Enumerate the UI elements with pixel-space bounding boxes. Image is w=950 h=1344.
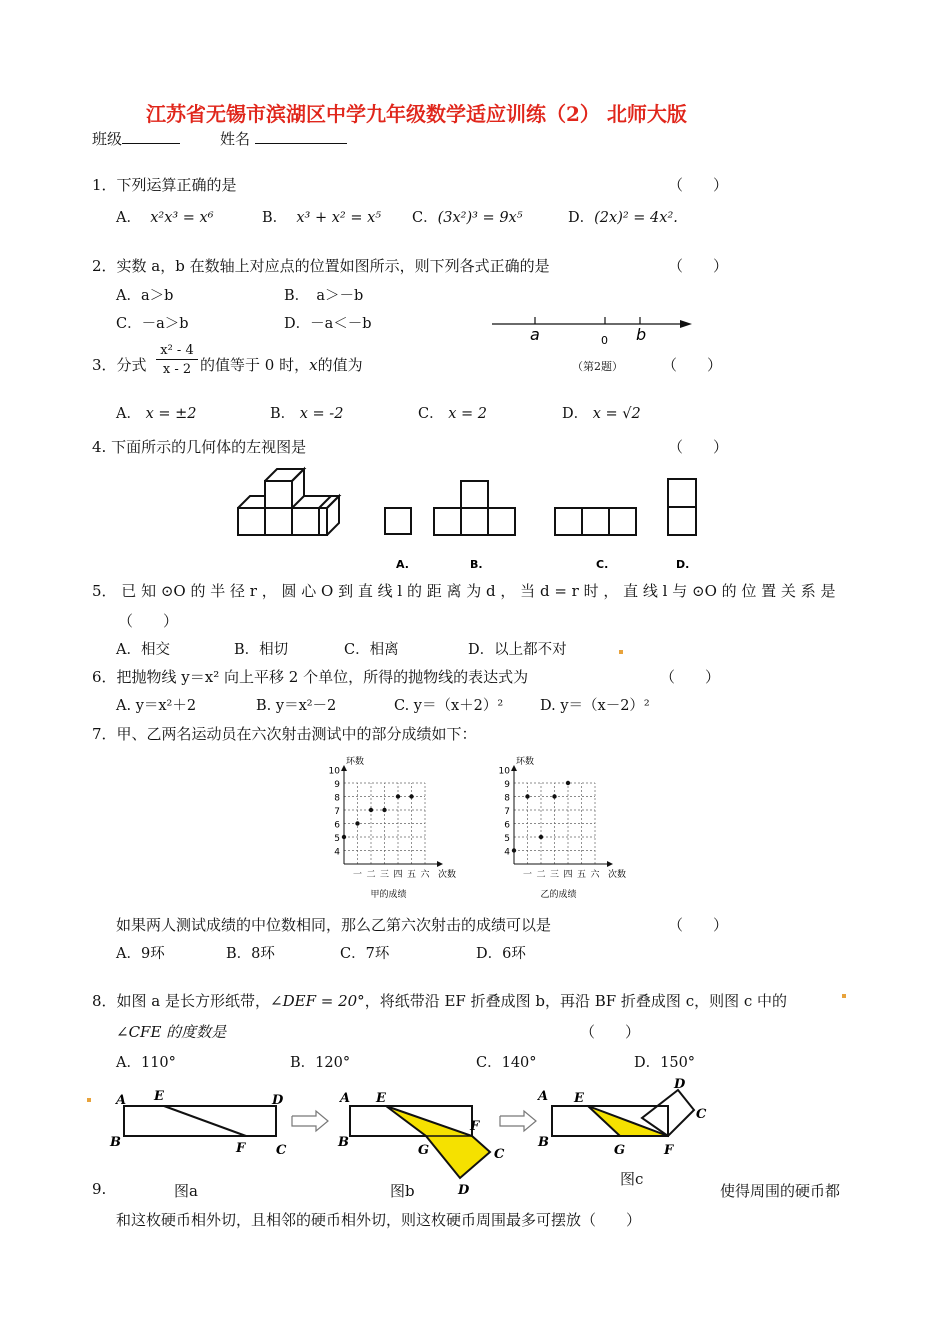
chart-jia xyxy=(320,754,470,904)
q8-option-c[interactable]: C．140° xyxy=(476,1055,537,1071)
stray-mark-2 xyxy=(842,994,846,998)
data-point xyxy=(409,794,413,798)
q3-stem-post: 的值等于 0 时，x的值为 xyxy=(200,356,363,374)
q7-option-c[interactable]: C．7环 xyxy=(340,946,390,962)
stray-mark xyxy=(619,650,623,654)
svg-text:G: G xyxy=(614,1143,626,1158)
data-point xyxy=(525,794,529,798)
q2-stem: 2．实数 a，b 在数轴上对应点的位置如图所示，则下列各式正确的是 xyxy=(92,257,550,275)
x-tick-label: 一 xyxy=(352,870,363,880)
data-point xyxy=(552,794,556,798)
chart-caption: 乙的成绩 xyxy=(540,890,577,900)
svg-text:E: E xyxy=(574,1091,584,1106)
y-tick-label: 5 xyxy=(334,834,340,844)
q2-option-c[interactable]: C．－a＞b xyxy=(116,316,189,332)
q8-stem: 8．如图 a 是长方形纸带，∠DEF = 20°，将纸带沿 EF 折叠成图 b，再沿 BF 折叠成图 c，则图 c 中的 xyxy=(92,992,788,1010)
chart-yi xyxy=(490,754,640,904)
q8-option-d[interactable]: D．150° xyxy=(634,1055,696,1071)
figure-b xyxy=(337,1091,505,1198)
svg-text:A: A xyxy=(116,1093,127,1108)
x-tick-label: 六 xyxy=(590,870,600,880)
figure-a-caption: 图a xyxy=(174,1182,198,1200)
q1-option-b[interactable]: B． x³ + x² = x⁵ xyxy=(262,210,382,226)
y-tick-label: 8 xyxy=(334,793,340,804)
q1-option-a[interactable]: A． x²x³ = x⁶ xyxy=(116,210,214,226)
data-point xyxy=(539,835,543,839)
q6-option-c[interactable]: C. y＝（x＋2）² xyxy=(394,698,504,714)
option-c-view xyxy=(555,508,636,535)
q7-option-d[interactable]: D．6环 xyxy=(476,946,526,962)
q3-stem-pre: 3．分式 xyxy=(92,356,147,374)
number-line xyxy=(486,312,696,352)
q6-option-a[interactable]: A. y＝x²＋2 xyxy=(116,698,197,714)
q8-answer-paren[interactable]: （ ） xyxy=(580,1023,641,1041)
q7-answer-paren[interactable]: （ ） xyxy=(668,916,729,934)
q3-option-c[interactable]: C． x = 2 xyxy=(418,406,487,422)
q5-option-a[interactable]: A．相交 xyxy=(116,642,170,658)
arrow-2 xyxy=(500,1111,536,1131)
svg-text:C: C xyxy=(696,1107,707,1122)
svg-text:B: B xyxy=(538,1135,549,1150)
q6-answer-paren[interactable]: （ ） xyxy=(660,668,721,686)
q3-fraction xyxy=(156,343,198,377)
q9-stem-tail: 使得周围的硬币都 xyxy=(720,1182,841,1200)
q1-option-c[interactable]: C．(3x²)³ = 9x⁵ xyxy=(412,210,523,226)
option-label-b: B. xyxy=(470,558,483,571)
q5-answer-paren[interactable]: （ ） xyxy=(118,612,179,630)
name-blank[interactable] xyxy=(255,129,347,144)
q2-figure-caption: （第2题） xyxy=(572,360,623,373)
q3-denominator: x - 2 xyxy=(162,362,192,377)
y-tick-label: 8 xyxy=(504,793,510,804)
q7-option-b[interactable]: B．8环 xyxy=(226,946,275,962)
svg-text:D: D xyxy=(458,1183,470,1198)
x-tick-label: 三 xyxy=(379,870,390,880)
data-point xyxy=(369,808,373,812)
option-label-c: C. xyxy=(596,558,609,571)
x-tick-label: 五 xyxy=(576,870,587,880)
q6-option-d[interactable]: D. y＝（x－2）² xyxy=(540,698,650,714)
y-tick-label: 6 xyxy=(504,820,510,831)
q3-option-a[interactable]: A． x = ±2 xyxy=(116,406,197,422)
svg-text:A: A xyxy=(340,1091,351,1106)
q3-numerator: x² - 4 xyxy=(156,343,198,360)
data-point xyxy=(566,781,570,785)
figure-b-caption: 图b xyxy=(390,1182,415,1200)
q1-stem: 1．下列运算正确的是 xyxy=(92,176,237,194)
x-tick-label: 二 xyxy=(366,870,376,880)
y-tick-label: 10 xyxy=(498,766,510,777)
name-field xyxy=(220,128,347,149)
y-tick-label: 9 xyxy=(334,780,340,790)
x-tick-label: 四 xyxy=(393,870,403,880)
q4-figures xyxy=(230,462,730,574)
svg-text:D: D xyxy=(674,1077,686,1092)
q2-answer-paren[interactable]: （ ） xyxy=(668,257,729,275)
option-b-view xyxy=(434,481,515,535)
svg-text:A: A xyxy=(538,1089,549,1104)
y-tick-label: 6 xyxy=(334,820,340,831)
q5-option-d[interactable]: D．以上都不对 xyxy=(468,642,567,658)
svg-text:E: E xyxy=(376,1091,386,1106)
q5-option-b[interactable]: B．相切 xyxy=(234,642,289,658)
x-axis-arrow xyxy=(607,861,613,867)
name-label: 姓名 xyxy=(220,130,251,148)
data-point xyxy=(382,808,386,812)
q4-stem: 4. 下面所示的几何体的左视图是 xyxy=(92,438,307,456)
data-point xyxy=(355,821,359,825)
q8-option-a[interactable]: A．110° xyxy=(116,1055,176,1071)
q5-stem: 5． 已 知 ⊙O 的 半 径 r ， 圆 心 O 到 直 线 l 的 距 离 为 d ， 当 d = r 时 ， 直 线 l 与 ⊙O 的 位 置 关 系 是 xyxy=(92,582,836,600)
q2-option-a[interactable]: A．a＞b xyxy=(116,288,174,304)
solid-3d-figure xyxy=(238,469,339,535)
class-blank[interactable] xyxy=(122,129,180,144)
x-tick-label: 三 xyxy=(549,870,560,880)
option-a-view xyxy=(385,508,411,534)
q5-option-c[interactable]: C．相离 xyxy=(344,642,399,658)
svg-text:F: F xyxy=(470,1119,480,1134)
svg-text:B: B xyxy=(338,1135,349,1150)
figure-c-caption: 图c xyxy=(620,1170,644,1188)
figure-a xyxy=(109,1089,287,1158)
q3-option-d[interactable]: D． x = √2 xyxy=(562,406,641,422)
y-tick-label: 10 xyxy=(328,766,340,777)
chart-caption: 甲的成绩 xyxy=(370,890,407,900)
q7-option-a[interactable]: A．9环 xyxy=(116,946,165,962)
q1-answer-paren[interactable]: （ ） xyxy=(668,176,729,194)
svg-text:C: C xyxy=(494,1147,505,1162)
stray-mark-3 xyxy=(87,1098,91,1102)
data-point xyxy=(396,794,400,798)
x-tick-label: 二 xyxy=(536,870,546,880)
svg-text:E: E xyxy=(154,1089,164,1104)
q9-line2: 和这枚硬币相外切，且相邻的硬币相外切，则这枚硬币周围最多可摆放（ ） xyxy=(116,1211,642,1229)
q9-number: 9. xyxy=(92,1180,107,1198)
q2-option-b[interactable]: B． a＞－b xyxy=(284,288,364,304)
class-field xyxy=(92,128,180,149)
q6-option-b[interactable]: B. y＝x²－2 xyxy=(256,698,337,714)
y-tick-label: 4 xyxy=(504,847,510,858)
y-axis-label: 环数 xyxy=(346,757,365,767)
x-axis-arrow xyxy=(437,861,443,867)
q8-line2: ∠CFE 的度数是 xyxy=(116,1023,227,1041)
y-tick-label: 9 xyxy=(504,780,510,790)
x-tick-label: 四 xyxy=(563,870,573,880)
figure-c xyxy=(536,1077,707,1158)
arrow-1 xyxy=(292,1111,328,1131)
svg-text:B: B xyxy=(110,1135,121,1150)
y-tick-label: 7 xyxy=(334,807,340,817)
option-label-d: D. xyxy=(676,558,690,571)
axis-label-a: a xyxy=(530,325,540,344)
data-point xyxy=(512,848,516,852)
svg-text:F: F xyxy=(664,1143,674,1158)
q7-question: 如果两人测试成绩的中位数相同，那么乙第六次射击的成绩可以是 xyxy=(116,916,552,934)
y-axis-label: 环数 xyxy=(516,757,535,767)
x-axis-label: 次数 xyxy=(437,870,457,880)
y-tick-label: 5 xyxy=(504,834,510,844)
q2-option-d[interactable]: D．－a＜－b xyxy=(284,316,372,332)
q3-answer-paren[interactable]: （ ） xyxy=(662,356,723,374)
q3-option-b[interactable]: B． x = -2 xyxy=(270,406,344,422)
q8-option-b[interactable]: B．120° xyxy=(290,1055,351,1071)
axis-label-b: b xyxy=(636,325,647,344)
svg-text:D: D xyxy=(272,1093,284,1108)
svg-text:G: G xyxy=(418,1143,430,1158)
page-title: 江苏省无锡市滨湖区中学九年级数学适应训练（2） 北师大版 xyxy=(146,102,687,126)
option-d-view xyxy=(668,479,696,535)
number-line-arrow xyxy=(680,320,692,328)
y-tick-label: 4 xyxy=(334,847,340,858)
y-tick-label: 7 xyxy=(504,807,510,817)
svg-text:C: C xyxy=(276,1143,287,1158)
data-point xyxy=(342,835,346,839)
option-label-a: A. xyxy=(396,558,409,571)
x-axis-label: 次数 xyxy=(607,870,627,880)
q6-stem: 6．把抛物线 y＝x² 向上平移 2 个单位，所得的抛物线的表达式为 xyxy=(92,668,529,686)
q7-stem: 7．甲、乙两名运动员在六次射击测试中的部分成绩如下： xyxy=(92,725,477,743)
x-tick-label: 六 xyxy=(420,870,430,880)
x-tick-label: 五 xyxy=(406,870,417,880)
class-label: 班级 xyxy=(92,130,123,148)
svg-text:F: F xyxy=(236,1141,246,1156)
x-tick-label: 一 xyxy=(522,870,533,880)
axis-label-zero: 0 xyxy=(601,334,608,347)
q4-answer-paren[interactable]: （ ） xyxy=(668,438,729,456)
q1-option-d[interactable]: D．(2x)² = 4x². xyxy=(568,210,678,226)
